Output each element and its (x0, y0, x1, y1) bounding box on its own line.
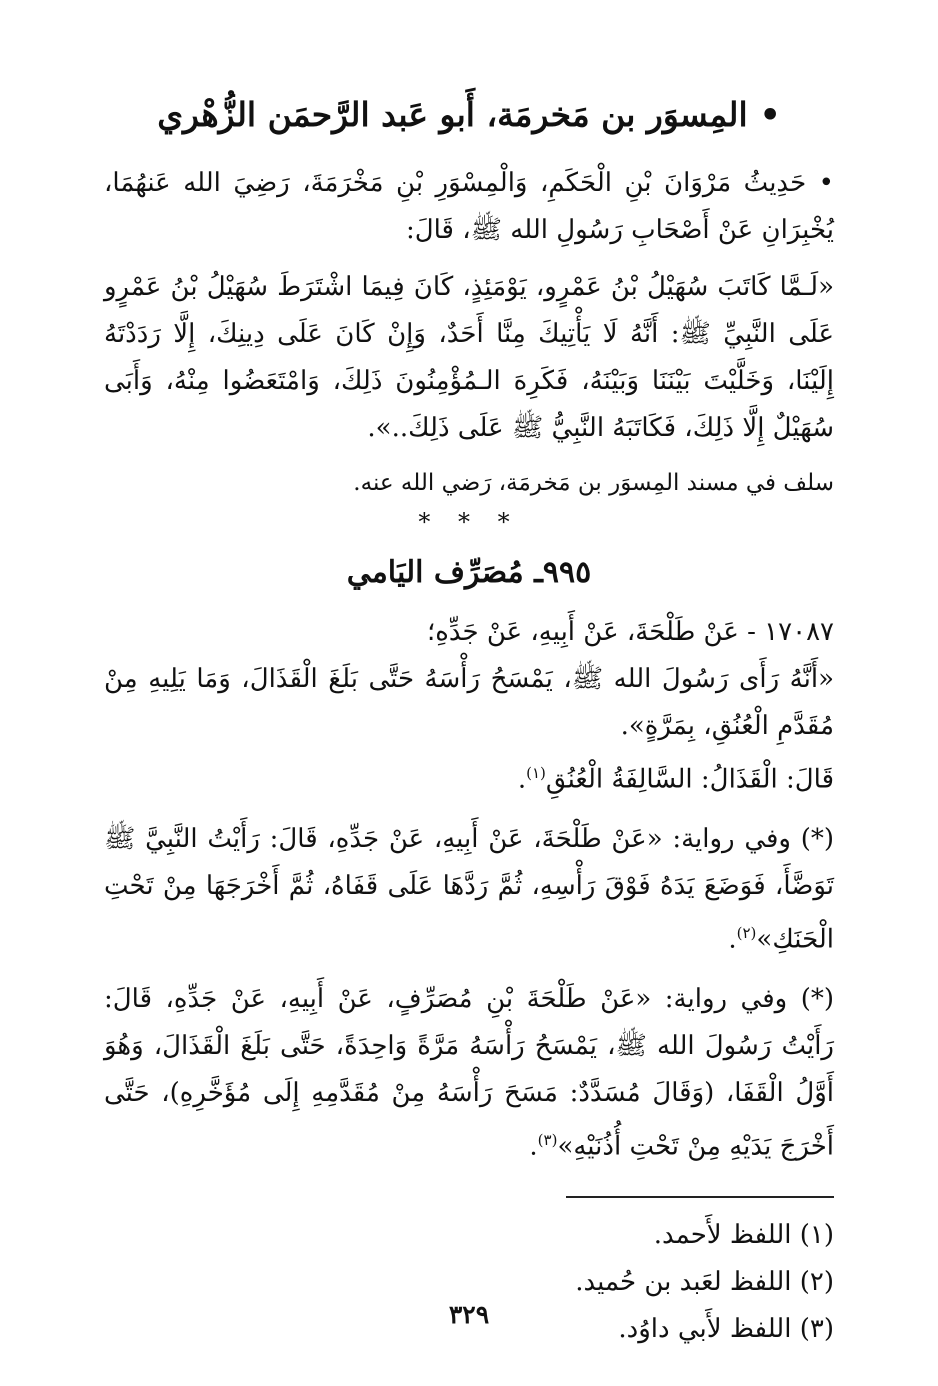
riwaya-2-text: (*) وفي رواية: «عَنْ طَلْحَةَ بْنِ مُصَرِّفٍ، عَنْ أَبِيهِ، عَنْ جَدِّهِ، قَالَ: رَأَيْتُ رَسُولَ الله ﷺ، يَمْسَحُ رَأْسَهُ مَرَّةً وَاحِدَةً، حَتَّى بَلَغَ الْقَذَالَ، وَهُوَ أَوَّلُ الْقَفَا، (وَقَالَ مُسَدَّدٌ: مَسَحَ رَأْسَهُ مِنْ مُقَدَّمِهِ إِلَى مُؤَخَّرِهِ)، حَتَّى أَخْرَجَ يَدَيْهِ مِنْ تَحْتِ أُذُنَيْهِ» (104, 983, 834, 1162)
hadith-intro: • حَدِيثُ مَرْوَانَ بْنِ الْحَكَمِ، وَالْمِسْوَرِ بْنِ مَخْرَمَةَ، رَضِيَ الله عَنهُمَا، يُخْبِرَانِ عَنْ أَصْحَابِ رَسُولِ الله ﷺ، قَالَ: (104, 168, 834, 246)
section-heading: ٩٩٥ـ مُصَرِّف اليَامي (346, 555, 592, 591)
section-separator: * * * (418, 508, 520, 537)
hadith-text: «أَنَّهُ رَأَى رَسُولَ الله ﷺ، يَمْسَحُ رَأْسَهُ حَتَّى بَلَغَ الْقَذَالَ، وَمَا يَلِيهِ مِنْ مُقَدَّمِ الْعُنُقِ، بِمَرَّةٍ». (104, 664, 834, 742)
chapter-heading-text: المِسوَر بن مَخرمَة، أَبو عَبد الرَّحمَن الزُّهْري (157, 95, 748, 134)
page-number: ٣٢٩ (448, 1300, 490, 1329)
footnote-ref-2: (٢) (736, 923, 757, 942)
footnote-ref-3: (٣) (537, 1130, 558, 1149)
footnotes (104, 1212, 834, 1353)
footnote-divider (566, 1196, 834, 1198)
riwaya-2: (*) وفي رواية: «عَنْ طَلْحَةَ بْنِ مُصَرِّفٍ، عَنْ أَبِيهِ، عَنْ جَدِّهِ، قَالَ: رَأَيْتُ رَسُولَ الله ﷺ، يَمْسَحُ رَأْسَهُ مَرَّةً وَاحِدَةً، حَتَّى بَلَغَ الْقَذَالَ، وَهُوَ أَوَّلُ الْقَفَا، (وَقَالَ مُسَدَّدٌ: مَسَحَ رَأْسَهُ مِنْ مُقَدَّمِهِ إِلَى مُؤَخَّرِهِ)، حَتَّى أَخْرَجَ يَدَيْهِ مِنْ تَحْتِ أُذُنَيْهِ»$^{(٣)}$. (104, 983, 834, 1162)
footnote-3: (٣) اللفظ لأَبي داوُد. (618, 1314, 834, 1345)
chapter-heading (104, 92, 834, 138)
footnote-ref-1: (١) (526, 764, 546, 783)
riwaya-1: (*) وفي رواية: «عَنْ طَلْحَةَ، عَنْ أَبِيهِ، عَنْ جَدِّهِ، قَالَ: رَأَيْتُ النَّبِيَّ ﷺ تَوَضَّأَ، فَوَضَعَ يَدَهُ فَوْقَ رَأْسِهِ، ثُمَّ رَدَّهَا عَلَى قَفَاهُ، ثُمَّ أَخْرَجَهَا مِنْ تَحْتِ الْحَنَكِ»$^{(٢)}$. (104, 823, 834, 955)
hadith-quote: «لَـمَّا كَاتَبَ سُهَيْلُ بْنُ عَمْرٍو، يَوْمَئِذٍ، كَانَ فِيمَا اشْتَرَطَ سُهَيْلُ بْنُ عَمْرٍو عَلَى النَّبِيِّ ﷺ: أَنَّهُ لَا يَأْتِيكَ مِنَّا أَحَدٌ، وَإِنْ كَانَ عَلَى دِينِكَ، إِلَّا رَدَدْتَهُ إِلَيْنَا، وَخَلَّيْتَ بَيْنَنَا وَبَيْنَهُ، فَكَرِهَ الـمُؤْمِنُونَ ذَلِكَ، وَامْتَعَضُوا مِنْهُ، وَأَبَى سُهَيْلٌ إِلَّا ذَلِكَ، فَكَاتَبَهُ النَّبِيُّ ﷺ عَلَى ذَلِكَ..». (104, 272, 834, 444)
explanation-line: قَالَ: الْقَذَالُ: السَّالِفَةُ الْعُنُقِ$^{(١)}$. (517, 764, 834, 795)
explanation-text: قَالَ: الْقَذَالُ: السَّالِفَةُ الْعُنُقِ (545, 764, 834, 795)
riwaya-1-text: (*) وفي رواية: «عَنْ طَلْحَةَ، عَنْ أَبِيهِ، عَنْ جَدِّهِ، قَالَ: رَأَيْتُ النَّبِيَّ ﷺ تَوَضَّأَ، فَوَضَعَ يَدَهُ فَوْقَ رَأْسِهِ، ثُمَّ رَدَّهَا عَلَى قَفَاهُ، ثُمَّ أَخْرَجَهَا مِنْ تَحْتِ الْحَنَكِ» (104, 823, 834, 955)
hadith-number-line: ١٧٠٨٧ - عَنْ طَلْحَةَ، عَنْ أَبِيهِ، عَنْ جَدِّهِ؛ (426, 617, 834, 648)
bullet-icon: • (759, 95, 781, 134)
footnote-1: (١) اللفظ لأَحمد. (653, 1220, 834, 1251)
footnote-2: (٢) اللفظ لعَبد بن حُميد. (575, 1267, 834, 1298)
cross-reference-note: سلف في مسند المِسوَر بن مَخرمَة، رَضي الله عنه. (353, 470, 834, 497)
